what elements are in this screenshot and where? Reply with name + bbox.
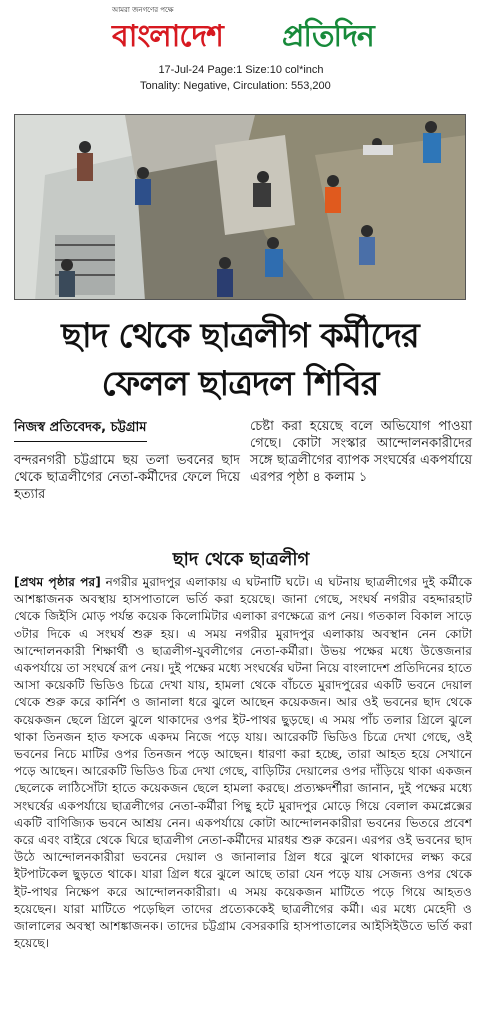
masthead-tagline: আমরা জনগণের পক্ষে — [112, 6, 174, 14]
clipping-meta-line1: 17-Jul-24 Page:1 Size:10 col*inch — [158, 64, 324, 76]
lead-column-right: চেষ্টা করা হয়েছে বলে অভিযোগ পাওয়া গেছে। কোটা সংস্কার আন্দোলনকারীদের সঙ্গে ছাত্রলীগের ব্যাপক সংঘর্ষের একপর্যায়ে এরপর পৃষ্ঠা ৪ কলাম ১ — [250, 419, 472, 485]
continuation-text: নগরীর মুরাদপুর এলাকায় এ ঘটনাটি ঘটে। এ ঘটনায় ছাত্রলীগের দুই কর্মীকে আশঙ্কাজনক অবস্থায় হাসপাতালে ভর্তি করা হয়েছে। জানা গেছে, সংঘর্ষ নগরীর বহদ্দারহাট থেকে জিইসি মোড় পর্যন্ত কয়েক কিলোমিটার এলাকা রণক্ষেত্রে রূপ নেয়। গতকাল বিকাল সাড়ে ৩টার দিকে এ সংঘর্ষ শুরু হয়। এ সময় নগরীর মুরাদপুর এলাকায় অবস্থান নেন কোটা আন্দোলনকারী শিক্ষার্থী ও ছাত্রলীগ-যুবলীগের নেতা-কর্মীরা। উভয় পক্ষের মধ্যে উত্তেজনার একপর্যায়ে তা সংঘর্ষে রূপ নেয়। দুই পক্ষের মধ্যে সংঘর্ষের ঘটনা নিয়ে বাংলাদেশ প্রতিদিনের হাতে আসা কয়েকটি ভিডিও চিত্রে দেখা যায়, হামলা থেকে বাঁচতে মুরাদপুরের একটি ভবনে দেয়াল থেকে শুরু করে কার্নিশ ও জানালা ধরে ঝুলে আছেন কয়েকজন। আর ওই ভবনের ছাদ থেকে কয়েকজন ছেলে গ্রিলে ঝুলে থাকাদের ওপর ইট-পাথর ছুড়ছে। এ সময় পাঁচ তলার গ্রিলে ঝুলে থাকা তিনজন হাত ফসকে একদম নিজে পড়ে যায়। আরেকটি ভিডিও চিত্রে দেখা গেছে, ওই ভবনের নিচে মাটির ওপর তিনজন পড়ে আছেন। ধারণা করা হচ্ছে, তারা আহত হয়ে সেখানে পড়ে আছেন। আরেকটি ভিডিও চিত্র দেখা গেছে, বাড়িটির দেয়ালের ওপর দাঁড়িয়ে থাকা একজন ছেলেকে লাঠিসোঁটা হাতে কয়েকজন ছেলে হামলা করছে। প্রত্যক্ষদর্শীরা জানান, দুই পক্ষের মধ্যে সংঘর্ষের একপর্যায়ে ছাত্রলীগের নেতা-কর্মীরা পিছু হটে মুরাদপুর মোড়ে গিয়ে বেলাল কমপ্লেক্সের একটি বাণিজ্যিক ভবনে আশ্রয় নেন। একপর্যায়ে কোটা আন্দোলনকারীরা ভবনের ভিতরে প্রবেশ করে এবং বাইরে থেকে ঘিরে ছাত্রলীগ নেতা-কর্মীদের মারধর শুরু করেন। এরপর ওই ভবনের ছাদ উঠে আন্দোলনকারীরা ভবনের দেয়াল ও জানালার গ্রিল ধরে ঝুলে থাকাদের লক্ষ্য করে ইটপাটকেল ছুড়তে থাকে। যারা গ্রিল ধরে ঝুলে আছে তারা যেন পড়ে যায় সেজন্য ওপর থেকে ইট-পাথর নিক্ষেপ করে আন্দোলনকারীরা। এ সময় কয়েকজন মাটিতে পড়ে গিয়ে আহতও হয়েছেন। যারা মাটিতে পড়েছিল তাদের প্রত্যেককেই ছাত্রলীগের কর্মী। এর মধ্যে মেহেদী ও জালালের অবস্থা আশঙ্কাজনক। তাদের চট্টগ্রাম বেসরকারি হাসপাতালের আইসিইউতে ভর্তি করা হয়েছে। — [14, 575, 472, 951]
headline-line1: ছাদ থেকে ছাত্রলীগ কর্মীদের — [61, 316, 419, 356]
byline: নিজস্ব প্রতিবেদক, চট্টগ্রাম — [14, 418, 147, 442]
clipping-meta-line2: Tonality: Negative, Circulation: 553,200 — [140, 80, 331, 92]
masthead-title-right: প্রতিদিন — [282, 19, 374, 54]
continuation-body — [14, 574, 472, 952]
masthead — [0, 0, 482, 62]
continuation-prefix: [প্রথম পৃষ্ঠার পর] — [14, 575, 101, 589]
news-photo — [14, 114, 466, 300]
continuation-heading: ছাদ থেকে ছাত্রলীগ — [172, 549, 310, 570]
masthead-title-left: বাংলাদেশ — [112, 19, 223, 54]
headline-line2: ফেলল ছাত্রদল শিবির — [101, 364, 379, 404]
lead-column-left: বন্দরনগরী চট্টগ্রামে ছয় তলা ভবনের ছাদ থেকে ছাত্রলীগের নেতা-কর্মীদের ফেলে দিয়ে হত্যার — [14, 453, 240, 502]
